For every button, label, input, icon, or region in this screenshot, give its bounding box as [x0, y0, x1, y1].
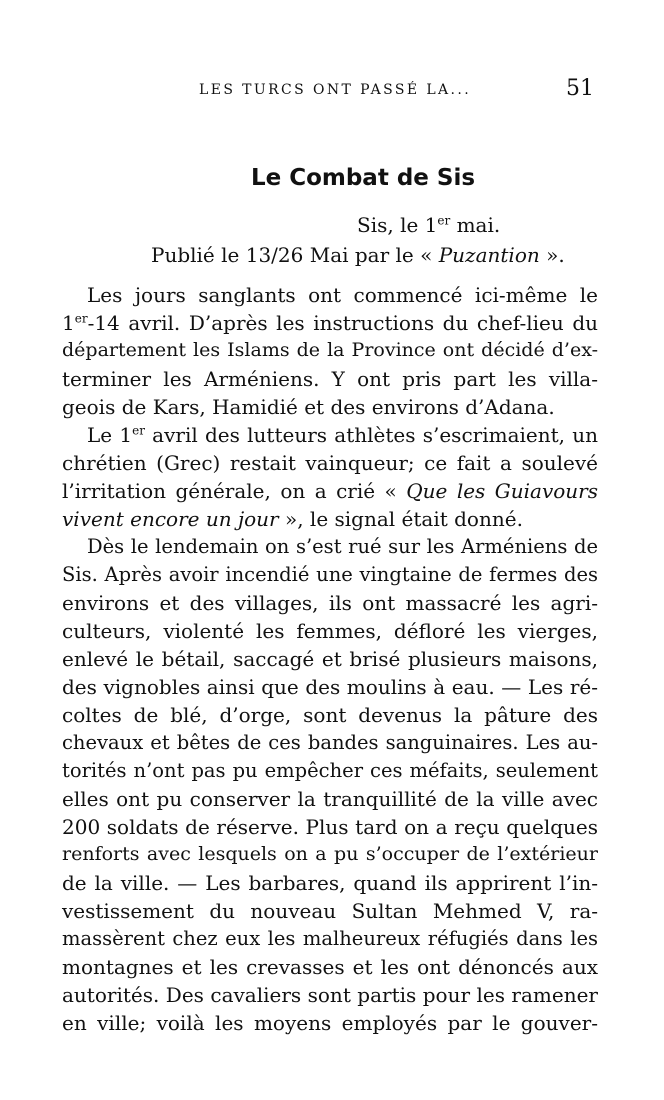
text-line — [62, 311, 598, 339]
superscript: er — [132, 423, 145, 438]
text-line: 200 soldats de réserve. Plus tard on a reçu quelques — [62, 815, 598, 839]
newspaper-name: Puzantion — [438, 243, 540, 267]
text-line: de la ville. — Les barbares, quand ils apprirent l’in- — [62, 871, 598, 895]
dateline-superscript: er — [437, 213, 451, 228]
italic-quote: Que les Guiavours — [406, 479, 598, 503]
dateline-text: Sis, le 1 — [357, 213, 438, 237]
text-line: enlevé le bétail, saccagé et brisé plusieurs maisons, — [62, 647, 598, 671]
text-fragment: avril des lutteurs athlètes s’escrimaient, un — [144, 423, 599, 447]
superscript: er — [74, 311, 88, 326]
text-line: culteurs, violenté les femmes, défloré les vierges, — [62, 619, 598, 643]
publication-end: ». — [539, 243, 565, 267]
text-line: Sis. Après avoir incendié une vingtaine de fermes des — [62, 563, 598, 586]
text-line: chrétien (Grec) restait vainqueur; ce fait a soulevé — [62, 451, 598, 475]
text-line: montagnes et les crevasses et les ont dénoncés aux — [62, 955, 598, 979]
text-line — [87, 423, 598, 451]
publication-note — [151, 243, 565, 267]
page-number: 51 — [566, 76, 594, 101]
text-fragment: Le 1 — [87, 423, 133, 447]
text-fragment: », le signal était donné. — [278, 507, 523, 531]
text-line: environs et des villages, ils ont massacré les agri- — [62, 591, 598, 615]
text-fragment: 1 — [62, 311, 75, 335]
text-fragment: -14 avril. D’après les instructions du chef-lieu du — [87, 311, 598, 335]
text-line: elles ont pu conserver la tranquillité de la ville avec — [62, 787, 598, 811]
text-line: chevaux et bêtes de ces bandes sanguinaires. Les au- — [62, 731, 598, 754]
text-line: en ville; voilà les moyens employés par le gouver- — [62, 1011, 598, 1035]
text-line: Les jours sanglants ont commencé ici-même le — [87, 283, 598, 307]
text-line: département les Islams de la Province ont décidé d’ex- — [62, 339, 598, 361]
text-line: des vignobles ainsi que des moulins à eau. — Les ré- — [62, 675, 598, 699]
text-line: geois de Kars, Hamidié et des environs d’Adana. — [62, 395, 555, 419]
italic-quote: vivent encore un jour — [62, 507, 279, 531]
text-line — [62, 479, 598, 507]
text-line: torités n’ont pas pu empêcher ces méfaits, seulement — [62, 759, 598, 782]
text-fragment: l’irritation générale, on a crié « — [62, 479, 407, 503]
text-line: massèrent chez eux les malheureux réfugiés dans les — [62, 927, 598, 950]
running-head: LES TURCS ONT PASSÉ LA... — [199, 82, 472, 98]
dateline — [357, 213, 500, 237]
text-line: coltes de blé, d’orge, sont devenus la pâture des — [62, 703, 598, 727]
text-line: terminer les Arméniens. Y ont pris part les villa- — [62, 367, 598, 391]
dateline-end: mai. — [450, 213, 501, 237]
publication-text: Publié le 13/26 Mai par le « — [151, 243, 439, 267]
section-heading — [0, 165, 664, 191]
text-line — [62, 507, 598, 535]
text-line: renforts avec lesquels on a pu s’occuper de l’extérieur — [62, 843, 598, 865]
section-heading-text: Le Combat de Sis — [250, 165, 476, 191]
text-line: vestissement du nouveau Sultan Mehmed V, ra- — [62, 899, 598, 923]
text-line: autorités. Des cavaliers sont partis pour les ramener — [62, 983, 598, 1007]
text-line: Dès le lendemain on s’est rué sur les Arméniens de — [87, 535, 598, 558]
